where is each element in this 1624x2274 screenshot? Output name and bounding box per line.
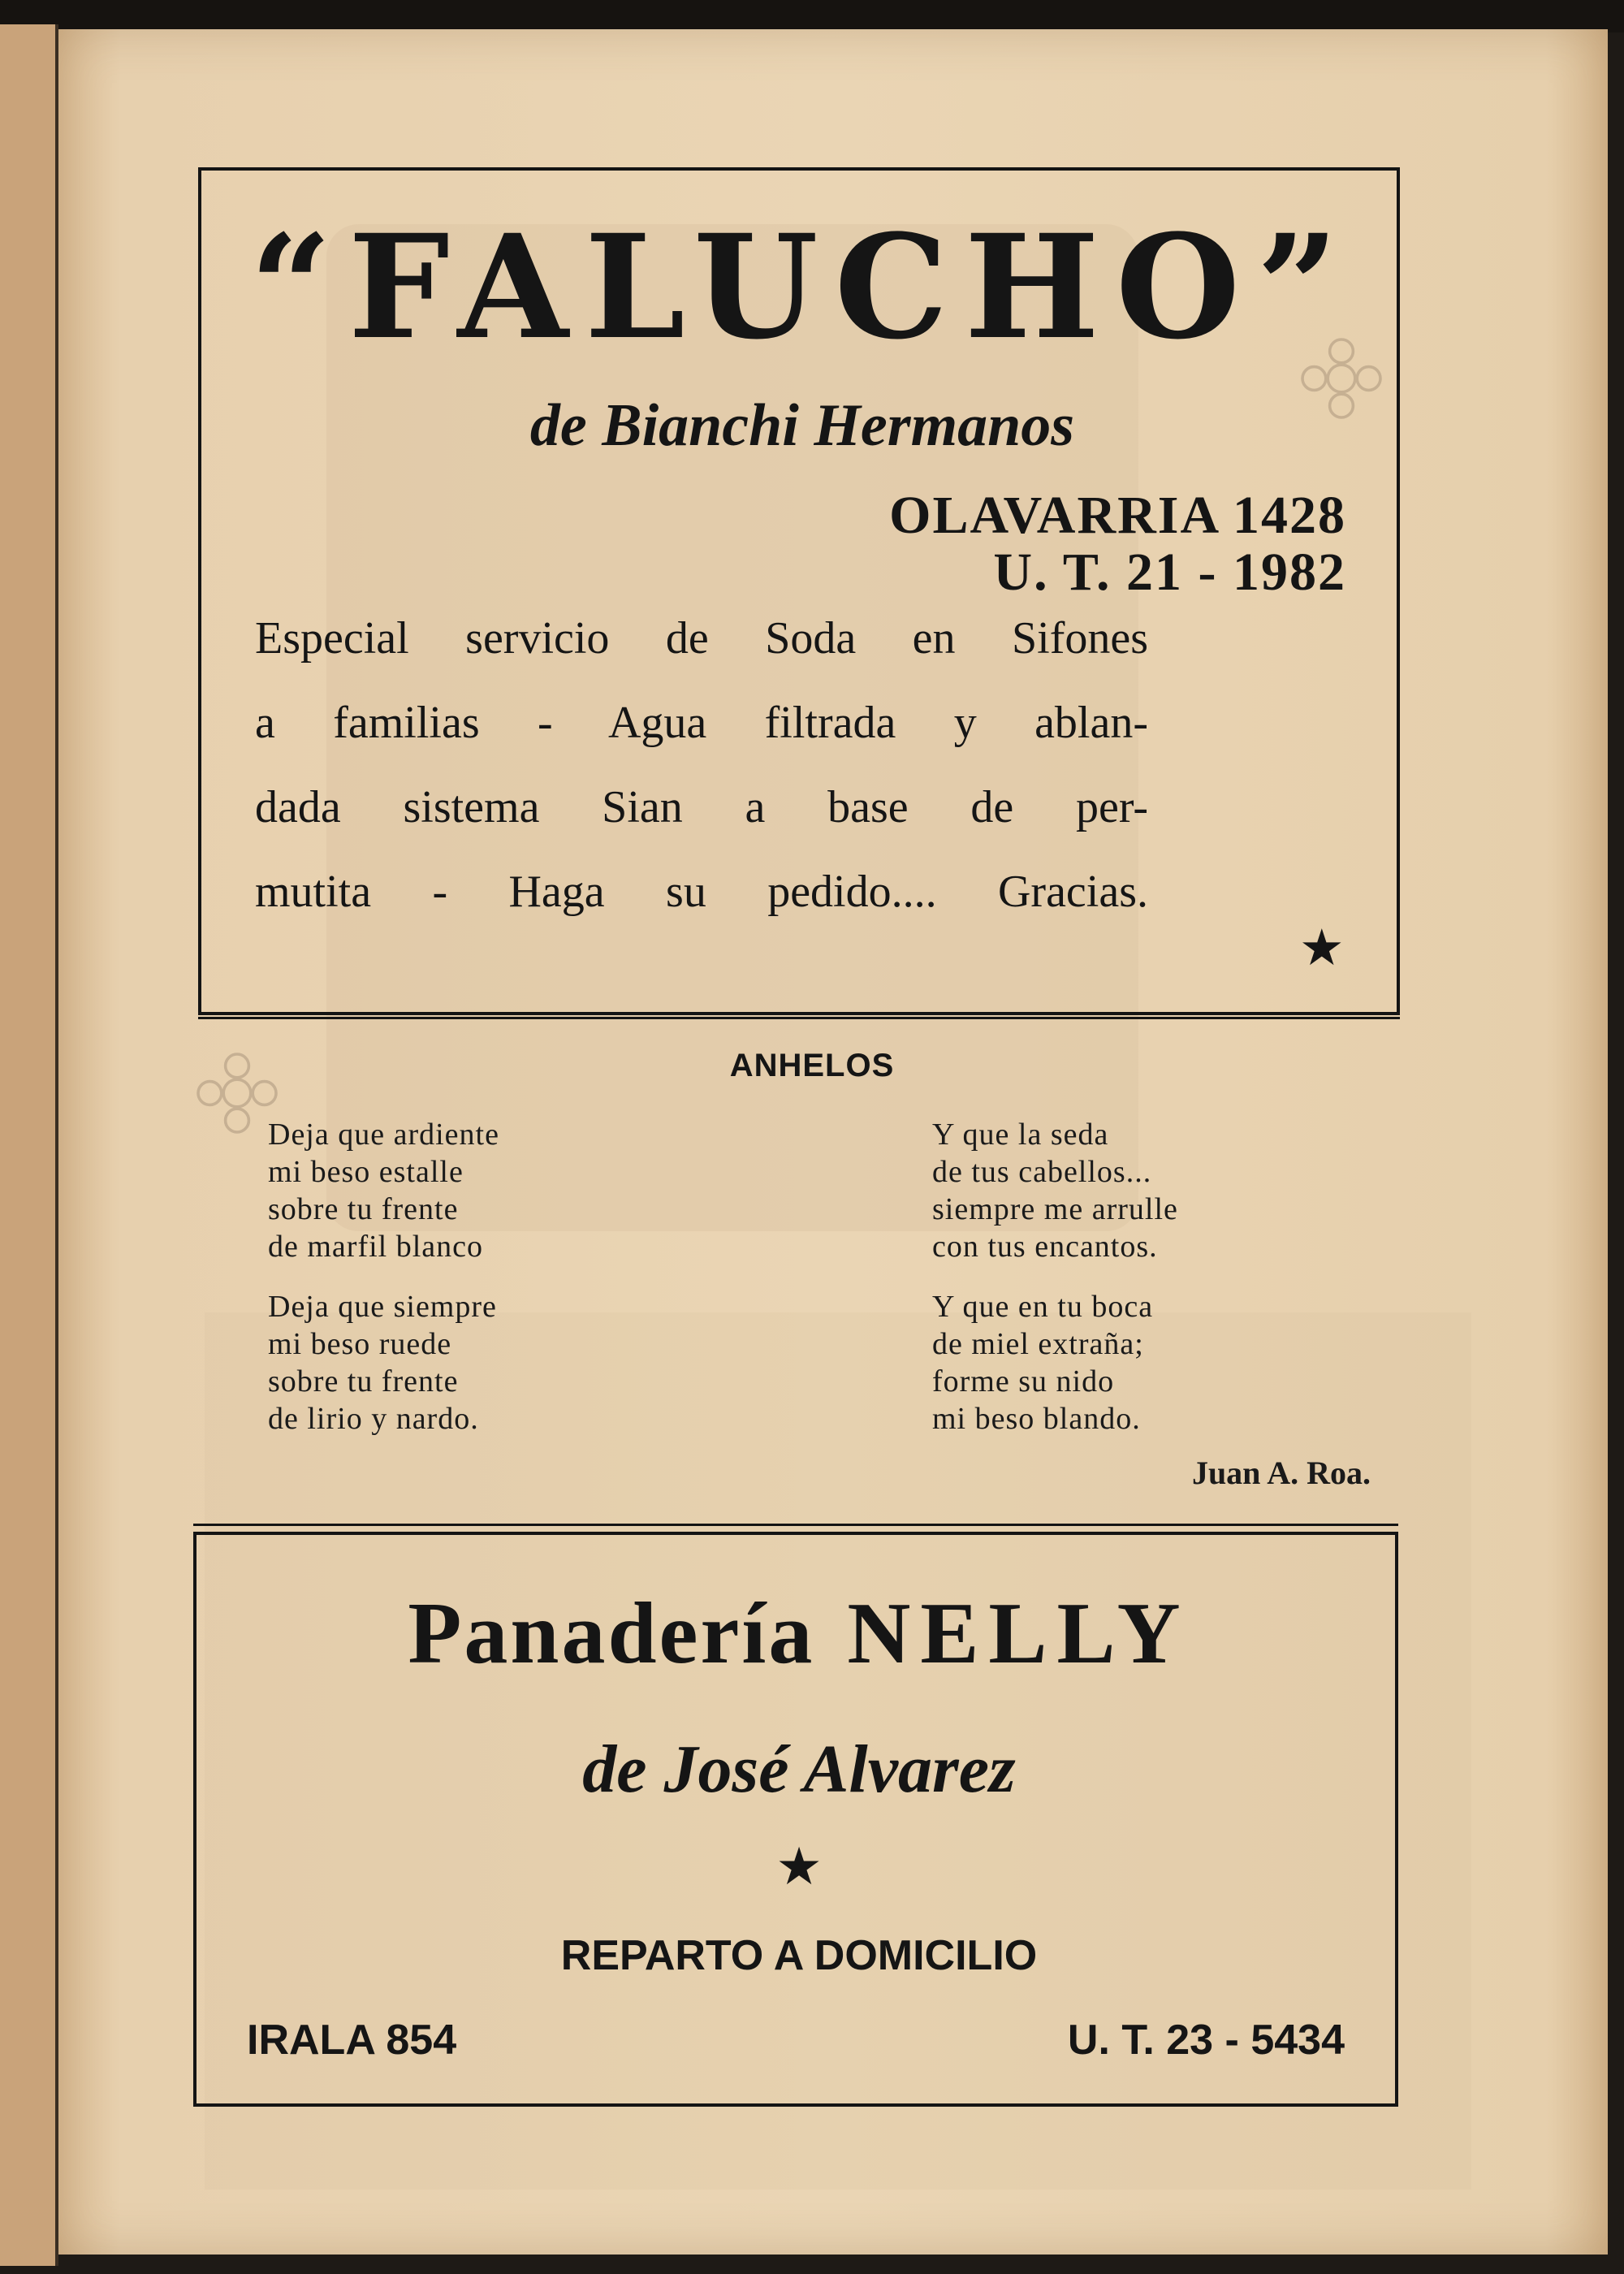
nelly-phone: U. T. 23 - 5434: [1067, 2017, 1345, 2064]
poem-line: mi beso estalle: [268, 1155, 464, 1189]
falucho-title: “FALUCHO”: [249, 203, 1355, 371]
nelly-title-prefix: Panadería: [408, 1585, 815, 1682]
poem-line: mi beso blando.: [932, 1402, 1141, 1436]
poem-line: forme su nido: [932, 1364, 1115, 1399]
poem-line: Deja que ardiente: [268, 1118, 499, 1152]
poem-title: ANHELOS: [729, 1048, 895, 1083]
poem-line: de miel extraña;: [932, 1327, 1144, 1361]
poem-line: con tus encantos.: [932, 1230, 1158, 1264]
divider: [198, 1017, 1400, 1019]
poem-line: mi beso ruede: [268, 1327, 452, 1361]
nelly-title: [197, 1584, 1402, 1684]
poem-line: sobre tu frente: [268, 1364, 459, 1399]
falucho-phone: U. T. 21 - 1982: [993, 543, 1346, 602]
falucho-owner: de Bianchi Hermanos: [529, 392, 1075, 459]
poem-line: Y que la seda: [932, 1118, 1109, 1152]
poem-stanza-2: [268, 1288, 497, 1437]
poem-line: Y que en tu boca: [932, 1290, 1154, 1324]
description-line: mutita - Haga su pedido.... Gracias.: [255, 867, 1148, 917]
nelly-advertisement: [193, 1532, 1398, 2107]
divider: [193, 1524, 1398, 1526]
poem-line: de marfil blanco: [268, 1230, 484, 1264]
poem-line: sobre tu frente: [268, 1192, 459, 1226]
poem-stanza-3: [932, 1116, 1178, 1265]
nelly-service: REPARTO A DOMICILIO: [560, 1932, 1038, 1979]
nelly-name: NELLY: [847, 1585, 1190, 1682]
poem-author: Juan A. Roa.: [1191, 1455, 1371, 1491]
falucho-advertisement: [198, 167, 1400, 1015]
star-icon: ★: [775, 1837, 823, 1897]
falucho-address: OLAVARRIA 1428: [889, 486, 1346, 545]
poem-stanza-4: [932, 1288, 1153, 1437]
description-line: dada sistema Sian a base de per-: [255, 782, 1148, 832]
poem-line: Deja que siempre: [268, 1290, 497, 1324]
scan-top-edge: [0, 0, 1624, 32]
description-line: Especial servicio de Soda en Sifones: [255, 613, 1148, 664]
description-line: a familias - Agua filtrada y ablan-: [255, 698, 1148, 748]
nelly-owner: de José Alvarez: [582, 1731, 1016, 1807]
falucho-contact: [889, 487, 1346, 601]
poem-line: de tus cabellos...: [932, 1155, 1152, 1189]
poem-line: siempre me arrulle: [932, 1192, 1178, 1226]
star-icon: ★: [1299, 918, 1345, 977]
previous-page-edge: [0, 24, 58, 2266]
falucho-description: [255, 596, 1148, 934]
poem-stanza-1: [268, 1116, 499, 1265]
nelly-address: IRALA 854: [247, 2017, 457, 2064]
poem-line: de lirio y nardo.: [268, 1402, 479, 1436]
